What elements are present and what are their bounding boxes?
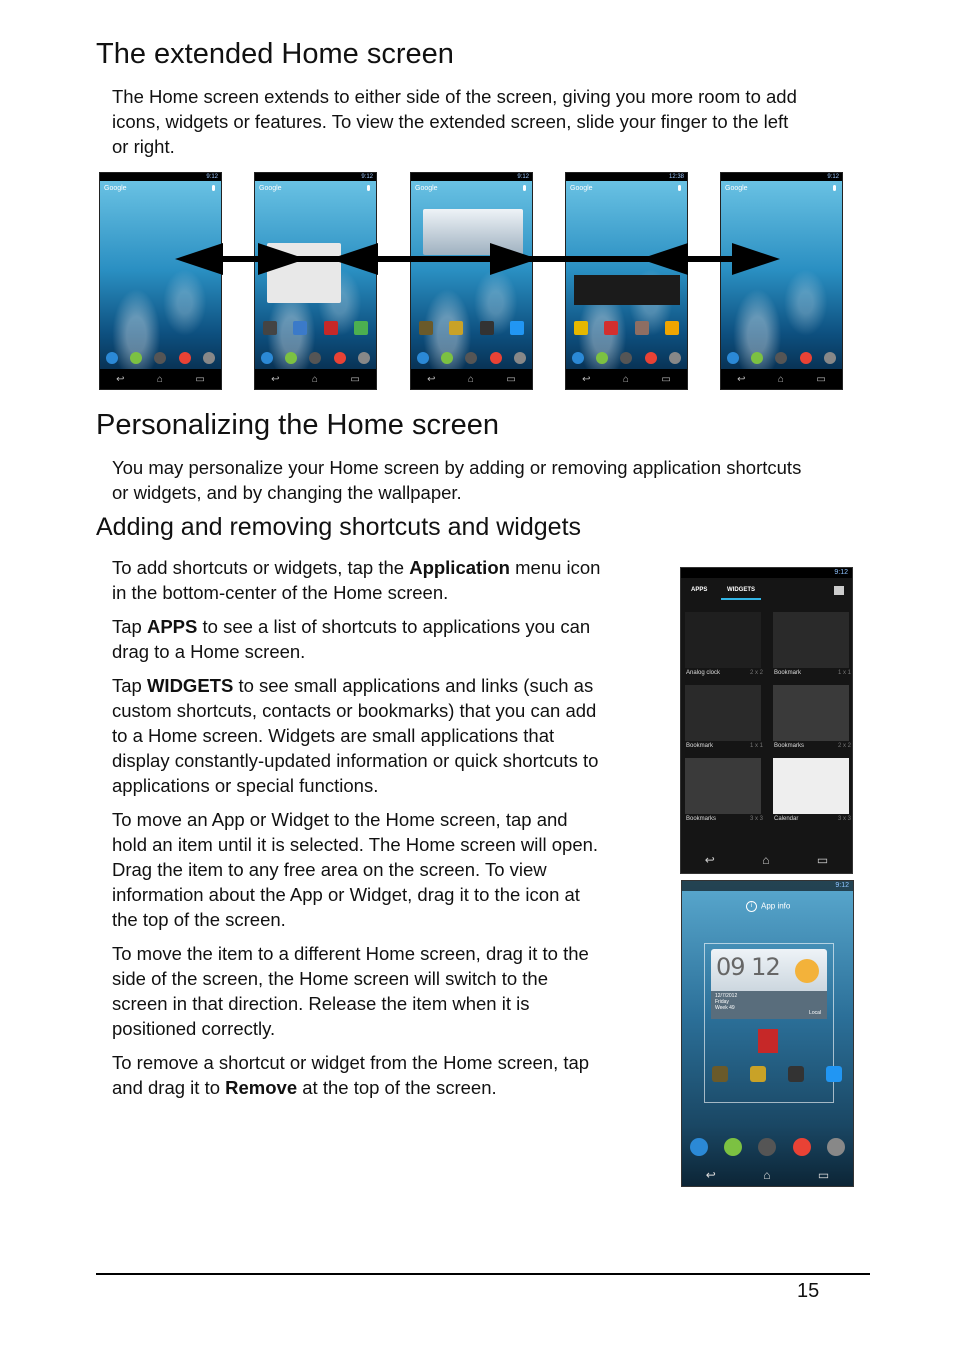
dock (566, 349, 687, 367)
home-screen-thumbnail-1 (99, 172, 222, 390)
text-line: You may personalize your Home screen by adding or removing application shortcuts (112, 457, 802, 478)
dock (255, 349, 376, 367)
text-line: The Home screen extends to either side of the screen, giving you more room to add (112, 86, 797, 107)
mic-icon (678, 185, 681, 191)
app-row (566, 321, 687, 335)
app-row (255, 321, 376, 335)
google-search-label: Google (259, 185, 282, 192)
text-line: or widgets, and by changing the wallpaper. (112, 482, 462, 503)
nav-bar (255, 369, 376, 389)
home-icon: ⌂ (156, 373, 163, 385)
recents-icon: ▭ (661, 373, 671, 385)
bookmark-icon[interactable] (758, 1029, 778, 1053)
app-row (411, 321, 532, 335)
paragraph-remove: To remove a shortcut or widget from the Home screen, tap and drag it to Remove at the top of the screen. (112, 1052, 590, 1098)
widget-grid (685, 612, 851, 825)
clock-info: 12/7/2012 Friday Week 49 Local (711, 991, 827, 1019)
mic-icon (367, 185, 370, 191)
back-icon: ↩ (582, 373, 591, 385)
status-bar: 9:12 (721, 173, 842, 181)
paragraph-move-app: To move an App or Widget to the Home screen, tap and hold an item until it is selected. The Home screen will open. Drag the item to any free area on the screen. To view information about the App or Widget, drag it to the icon at the top of the screen. (112, 809, 599, 930)
text-line: icons, widgets or features. To view the extended screen, slide your finger to the left (112, 111, 789, 132)
arrow-right-icon (490, 243, 538, 275)
status-bar: 9:12 (681, 568, 852, 578)
recents-icon: ▭ (816, 373, 826, 385)
extended-home-paragraph (112, 84, 797, 159)
nav-bar (411, 369, 532, 389)
widgets-screenshot (680, 567, 853, 874)
tab-bar (681, 578, 852, 600)
tab-apps[interactable]: APPS (691, 587, 708, 593)
nav-bar (721, 369, 842, 389)
nav-bar (682, 1164, 853, 1186)
text-line: or right. (112, 136, 175, 157)
tab-underline (721, 598, 761, 600)
home-screen-thumbnail-5 (720, 172, 843, 390)
mic-icon (833, 185, 836, 191)
recents-icon: ▭ (350, 373, 360, 385)
google-search-label: Google (725, 185, 748, 192)
mic-icon (212, 185, 215, 191)
app-info-target[interactable]: i App info (746, 901, 790, 912)
sun-icon (795, 959, 819, 983)
paragraph-widgets: Tap WIDGETS to see small applications and links (such as custom shortcuts, contacts or bookmarks) that you can add to a Home screen. Widgets are small applications that display constantly-updated information or quick shortcuts to applications or special functions. (112, 675, 599, 796)
status-bar: 9:12 (411, 173, 532, 181)
footer-rule (96, 1273, 870, 1275)
back-icon: ↩ (427, 373, 436, 385)
paragraph-move-other-screen: To move the item to a different Home screen, drag it to the side of the screen, the Home screen will switch to the screen in that direction. Release the item when it is positioned correctly. (112, 943, 589, 1039)
section-heading-adding-removing: Adding and removing shortcuts and widgets (96, 513, 582, 541)
status-bar: 12:38 (566, 173, 687, 181)
home-screen-thumbnail-3 (410, 172, 533, 390)
widget-item[interactable]: Calendar 3 x 3 (773, 758, 853, 825)
home-icon: ⌂ (467, 373, 474, 385)
back-icon[interactable]: ↩ (704, 853, 715, 867)
home-screen-thumbnail-4 (565, 172, 688, 390)
dock (682, 1138, 853, 1156)
widget-item[interactable]: Bookmarks 2 x 2 (773, 685, 853, 752)
home-icon: ⌂ (311, 373, 318, 385)
app-info-screenshot (681, 880, 854, 1187)
bookmarks-icon (773, 685, 849, 741)
bookmark-icon (685, 685, 761, 741)
section-heading-extended-home: The extended Home screen (96, 38, 454, 70)
status-bar: 9:12 (255, 173, 376, 181)
music-widget (574, 275, 680, 305)
mic-icon (523, 185, 526, 191)
recents-icon: ▭ (506, 373, 516, 385)
bookmarks-icon (685, 758, 761, 814)
recents-icon[interactable]: ▭ (817, 1168, 830, 1182)
bookmark-icon (773, 612, 849, 668)
arrow-right-icon (258, 243, 306, 275)
arrow-left-icon (640, 243, 688, 275)
home-icon[interactable]: ⌂ (762, 853, 770, 867)
personalizing-paragraph (112, 455, 801, 505)
calendar-icon (773, 758, 849, 814)
nav-bar (100, 369, 221, 389)
widget-item[interactable]: Bookmark 1 x 1 (773, 612, 853, 679)
arrow-right-icon (732, 243, 780, 275)
widget-item[interactable]: Analog clock 2 x 2 (685, 612, 765, 679)
home-icon: ⌂ (777, 373, 784, 385)
arrow-left-icon (175, 243, 223, 275)
recents-icon: ▭ (195, 373, 205, 385)
section-heading-personalizing: Personalizing the Home screen (96, 409, 499, 441)
back-icon: ↩ (271, 373, 280, 385)
widget-item[interactable]: Bookmark 1 x 1 (685, 685, 765, 752)
analog-clock-icon (685, 612, 761, 668)
tab-widgets[interactable]: WIDGETS (727, 587, 755, 593)
page-number: 15 (797, 1280, 820, 1302)
google-search-label: Google (570, 185, 593, 192)
recents-icon[interactable]: ▭ (816, 853, 829, 867)
home-screen-thumbnail-2 (254, 172, 377, 390)
nav-bar (681, 847, 852, 873)
arrow-left-icon (330, 243, 378, 275)
paragraph-application-menu: To add shortcuts or widgets, tap the Application menu icon in the bottom-center of the Home screen. (112, 557, 601, 603)
dock (721, 349, 842, 367)
nav-bar (566, 369, 687, 389)
back-icon: ↩ (737, 373, 746, 385)
info-icon: i (746, 901, 757, 912)
widget-item[interactable]: Bookmarks 3 x 3 (685, 758, 765, 825)
status-bar: 9:12 (100, 173, 221, 181)
back-icon[interactable]: ↩ (705, 1168, 716, 1182)
google-search-label: Google (415, 185, 438, 192)
google-search-label: Google (104, 185, 127, 192)
home-icon[interactable]: ⌂ (763, 1168, 771, 1182)
store-icon[interactable] (834, 586, 844, 595)
home-icon: ⌂ (622, 373, 629, 385)
dock (100, 349, 221, 367)
paragraph-apps: Tap APPS to see a list of shortcuts to applications you can drag to a Home screen. (112, 616, 591, 662)
status-bar: 9:12 (682, 881, 853, 891)
back-icon: ↩ (116, 373, 125, 385)
dock (411, 349, 532, 367)
app-row (712, 1066, 842, 1082)
clock-weather-widget[interactable]: 09 12 12/7/2012 Friday Week 49 Local (711, 949, 827, 1019)
